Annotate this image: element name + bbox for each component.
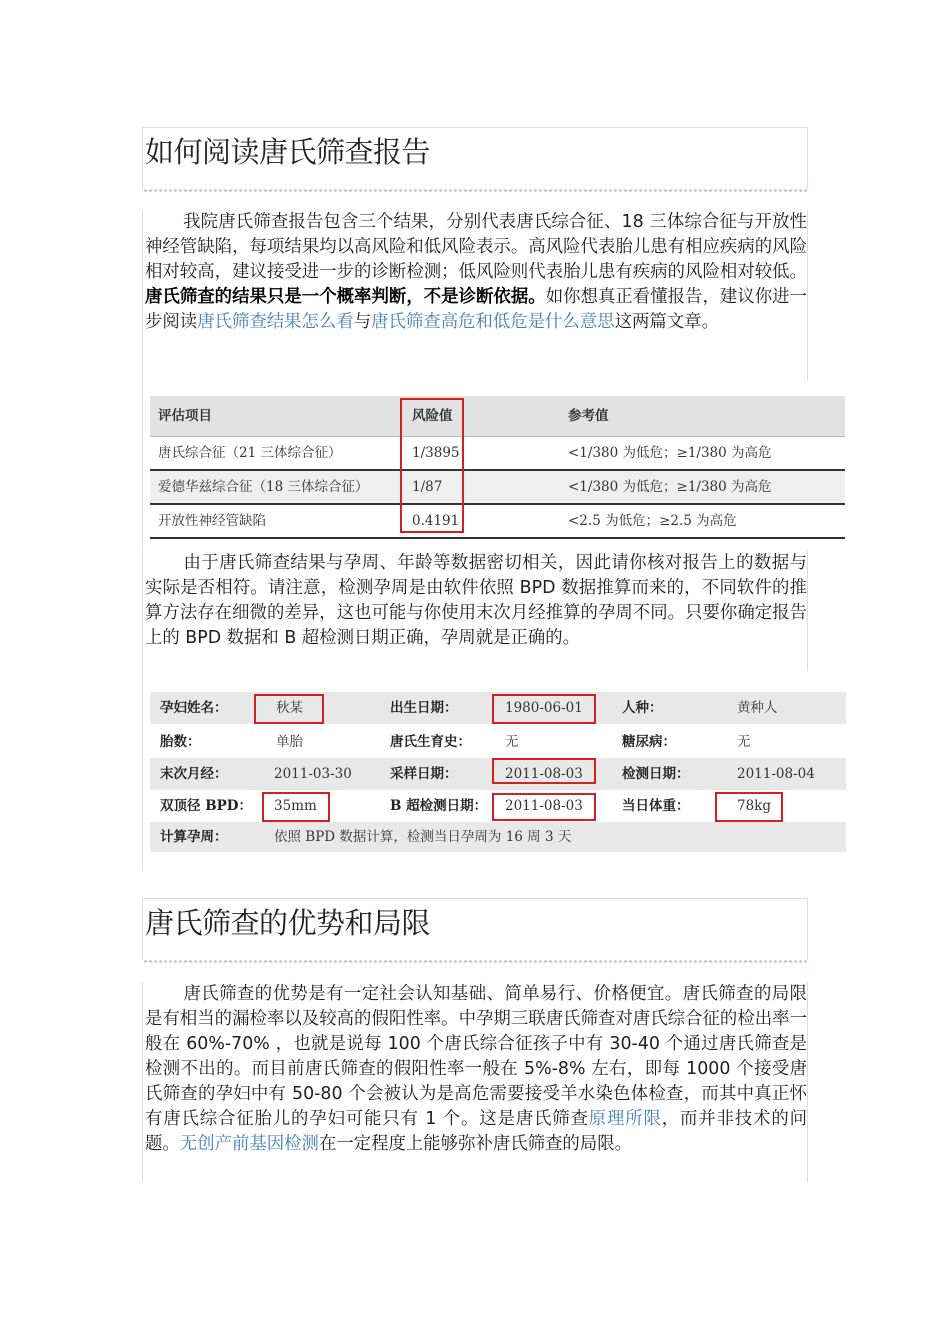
value-bscan-date: 2011-08-03 — [505, 798, 583, 814]
heading-how-to-read: 如何阅读唐氏筛查报告 — [145, 135, 431, 169]
table-row — [150, 437, 845, 471]
table-row — [150, 822, 846, 852]
header-risk-value: 风险值 — [412, 408, 453, 424]
patient-info-table — [150, 692, 846, 852]
risk-value-highlight-box — [400, 398, 464, 533]
row-item: 爱德华兹综合征（18 三体综合征） — [158, 479, 369, 495]
label-lmp: 末次月经： — [160, 766, 228, 782]
label-bscan-date: B 超检测日期： — [390, 798, 488, 814]
value-history: 无 — [505, 734, 519, 750]
intro-text-4: 这两篇文章。 — [614, 312, 719, 332]
link-high-low-risk-meaning[interactable]: 唐氏筛查高危和低危是什么意思 — [371, 312, 615, 332]
row-risk-value: 1/3895 — [412, 445, 460, 461]
row-risk-value: 1/87 — [412, 479, 443, 495]
info-figure-frame — [142, 671, 143, 871]
pros-cons-text-2: ，而并非技术的问题。 — [145, 1109, 807, 1154]
risk-table — [150, 396, 845, 539]
label-diabetes: 糖尿病： — [622, 734, 676, 750]
label-gestational-age: 计算孕周： — [160, 829, 228, 845]
value-test-date: 2011-08-04 — [737, 766, 815, 782]
row-reference: <1/380 为低危；≥1/380 为高危 — [568, 479, 772, 495]
row-item: 唐氏综合征（21 三体综合征） — [158, 445, 342, 461]
bpd-highlight-box — [262, 792, 330, 822]
name-highlight-box — [254, 694, 324, 724]
label-weight: 当日体重： — [622, 798, 690, 814]
value-dob: 1980-06-01 — [505, 700, 583, 716]
gestation-text: 由于唐氏筛查结果与孕周、年龄等数据密切相关，因此请你核对报告上的数据与实际是否相符。请注意，检测孕周是由软件依照 BPD 数据推算而来的，不同软件的推算方法存在细微的差异，这也可能与你使用末次月经推算的孕周不同。只要你确定报告上的 BPD 数据和 B 超检测日期正确，孕周就是正确的。 — [145, 553, 807, 648]
header-item: 评估项目 — [158, 408, 212, 424]
intro-text-2: 如你想真正看懂报告，建议你进一步阅读 — [145, 287, 807, 332]
label-fetus: 胎数： — [160, 734, 201, 750]
label-race: 人种： — [622, 700, 663, 716]
intro-paragraph — [142, 210, 808, 380]
value-lmp: 2011-03-30 — [274, 766, 352, 782]
section-title-how-to-read — [142, 127, 808, 189]
risk-table-header-row — [150, 396, 845, 437]
value-name: 秋某 — [276, 700, 303, 716]
dob-highlight-box — [492, 694, 596, 724]
link-result-how-to-read[interactable]: 唐氏筛查结果怎么看 — [197, 312, 354, 332]
header-reference: 参考值 — [568, 408, 609, 424]
weight-highlight-box — [715, 792, 783, 822]
table-row — [150, 726, 846, 758]
link-nipt[interactable]: 无创产前基因检测 — [179, 1134, 319, 1154]
value-fetus: 单胎 — [276, 734, 303, 750]
bscan-date-highlight-box — [492, 793, 596, 821]
section-title-pros-cons — [142, 898, 808, 960]
intro-text-3: 与 — [353, 312, 372, 332]
value-race: 黄种人 — [737, 700, 778, 716]
risk-table-figure — [142, 380, 846, 550]
link-principle-limit[interactable]: 原理所限 — [588, 1109, 662, 1129]
title-dotted-divider — [143, 960, 807, 963]
sample-date-highlight-box — [492, 758, 596, 784]
gestation-paragraph — [142, 551, 808, 671]
heading-pros-cons: 唐氏筛查的优势和局限 — [145, 906, 431, 940]
pros-cons-text: 唐氏筛查的优势是有一定社会认知基础、简单易行、价格便宜。唐氏筛查的局限是有相当的漏检率以及较高的假阳性率。中孕期三联唐氏筛查对唐氏综合征的检出率一般在 60%-70% ，也就是说每 100 个唐氏综合征孩子中有 30-40 个通过唐氏筛查是检测不出的。而目前唐氏筛查的假阳性率一般在 5%-8% 左右，即每 1000 个接受唐氏筛查的孕妇中有 50-80 个会被认为是高危需要接受羊水染色体检查，而其中真正怀有唐氏综合征胎儿的孕妇可能只有 1 个。这是唐氏筛查 — [145, 984, 807, 1129]
table-row — [150, 505, 845, 539]
row-risk-value: 0.4191 — [412, 513, 460, 529]
row-reference: <1/380 为低危；≥1/380 为高危 — [568, 445, 772, 461]
title-dotted-divider — [143, 189, 807, 192]
label-sample-date: 采样日期： — [390, 766, 458, 782]
row-item: 开放性神经管缺陷 — [158, 513, 266, 529]
pros-cons-text-3: 在一定程度上能够弥补唐氏筛查的局限。 — [318, 1134, 632, 1154]
value-weight: 78kg — [737, 798, 772, 814]
value-gestational-age: 依照 BPD 数据计算，检测当日孕周为 16 周 3 天 — [274, 829, 572, 845]
label-history: 唐氏生育史： — [390, 734, 471, 750]
value-diabetes: 无 — [737, 734, 751, 750]
value-bpd: 35mm — [274, 798, 317, 814]
value-sample-date: 2011-08-03 — [505, 766, 583, 782]
label-dob: 出生日期： — [390, 700, 458, 716]
table-row — [150, 471, 845, 505]
label-name: 孕妇姓名： — [160, 700, 228, 716]
label-bpd: 双顶径 BPD： — [160, 798, 252, 814]
intro-bold-statement: 唐氏筛查的结果只是一个概率判断，不是诊断依据。 — [145, 287, 546, 307]
label-test-date: 检测日期： — [622, 766, 690, 782]
row-reference: <2.5 为低危；≥2.5 为高危 — [568, 513, 737, 529]
intro-text: 我院唐氏筛查报告包含三个结果，分别代表唐氏综合征、18 三体综合征与开放性神经管缺陷，每项结果均以高风险和低风险表示。高风险代表胎儿患有相应疾病的风险相对较高，建议接受进一步的诊断检测；低风险则代表胎儿患有疾病的风险相对较低。 — [145, 212, 807, 282]
pros-cons-paragraph — [142, 982, 808, 1182]
